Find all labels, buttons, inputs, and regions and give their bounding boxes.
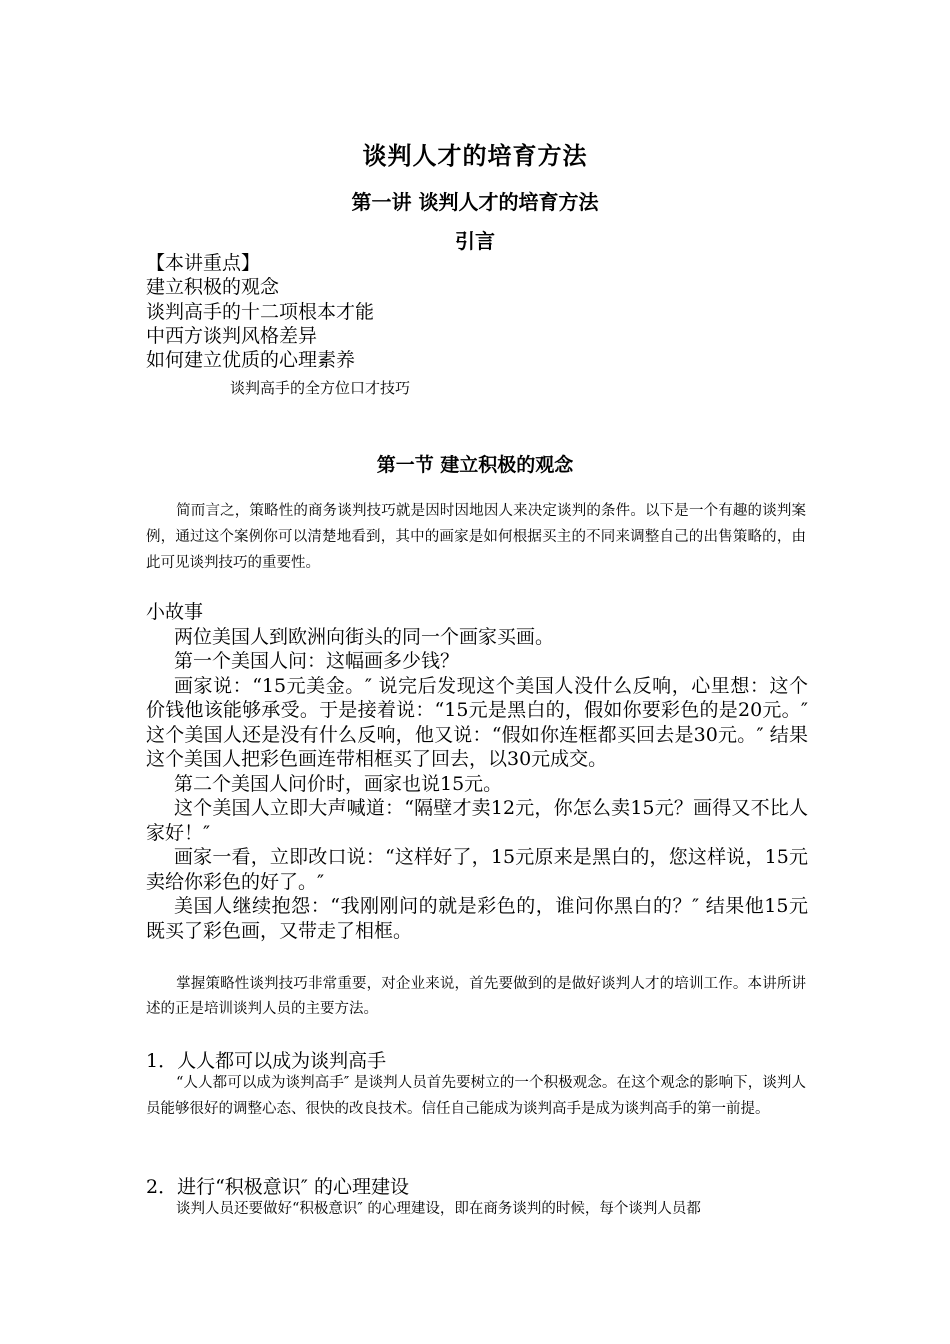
story-paragraph: 第二个美国人问价时，画家也说15元。 bbox=[174, 772, 503, 795]
story-conclusion: 掌握策略性谈判技巧非常重要，对企业来说，首先要做到的是做好谈判人才的培训工作。本讲所讲述的正是培训谈判人员的主要方法。 bbox=[146, 976, 806, 1017]
key-point-item: 如何建立优质的心理素养 bbox=[146, 349, 356, 371]
section-heading: 第一节 建立积极的观念 bbox=[376, 454, 574, 476]
story-paragraph: 这个美国人立即大声喊道：“隔壁才卖12元，你怎么卖15元？画得又不比人家好！″ bbox=[146, 797, 808, 844]
story-paragraph: 第一个美国人问：这幅画多少钱？ bbox=[174, 650, 460, 672]
story-paragraph: 画家说：“15元美金。″ 说完后发现这个美国人没什么反响，心里想：这个价钱他该能够承受。于是接着说：“15元是黑白的，假如你要彩色的是20元。″ 这个美国人还是没有什么反响，他又说：“假如你连框都买回去是30元。″ 结果这个美国人把彩色画连带相框买了回去，以30元成交。 bbox=[146, 674, 808, 770]
story-paragraph: 画家一看，立即改口说：“这样好了，15元原来是黑白的，您这样说，15元卖给你彩色的好了。″ bbox=[146, 846, 808, 893]
point-body: “人人都可以成为谈判高手″ 是谈判人员首先要树立的一个积极观念。在这个观念的影响下，谈判人员能够很好的调整心态、很快的改良技术。信任自己能成为谈判高手是成为谈判高手的第一前提。 bbox=[146, 1075, 806, 1117]
point-heading: 2．进行“积极意识″ 的心理建设 bbox=[146, 1176, 409, 1198]
section-intro-paragraph: 简而言之，策略性的商务谈判技巧就是因时因地因人来决定谈判的条件。以下是一个有趣的谈判案例，通过这个案例你可以清楚地看到，其中的画家是如何根据买主的不同来调整自己的出售策略的，由此可见谈判技巧的重要性。 bbox=[146, 503, 806, 571]
story-label: 小故事 bbox=[146, 601, 204, 623]
story-paragraph: 美国人继续抱怨：“我刚刚问的就是彩色的，谁问你黑白的？″ 结果他15元既买了彩色画，又带走了相框。 bbox=[146, 895, 808, 942]
intro-heading: 引言 bbox=[455, 229, 495, 253]
point-heading: 1．人人都可以成为谈判高手 bbox=[146, 1050, 387, 1072]
key-point-item: 谈判高手的十二项根本才能 bbox=[146, 301, 375, 323]
lecture-title: 第一讲 谈判人才的培育方法 bbox=[351, 190, 599, 214]
key-points-label: 【本讲重点】 bbox=[146, 252, 261, 274]
story-block bbox=[146, 600, 808, 943]
key-point-sub-item: 谈判高手的全方位口才技巧 bbox=[230, 379, 411, 397]
key-point-item: 中西方谈判风格差异 bbox=[146, 325, 318, 347]
document-title: 谈判人才的培育方法 bbox=[362, 141, 588, 170]
story-paragraph: 两位美国人到欧洲向街头的同一个画家买画。 bbox=[174, 625, 555, 648]
point-body: 谈判人员还要做好“积极意识″ 的心理建设，即在商务谈判的时候，每个谈判人员都 bbox=[176, 1201, 701, 1217]
key-point-item: 建立积极的观念 bbox=[146, 276, 280, 298]
